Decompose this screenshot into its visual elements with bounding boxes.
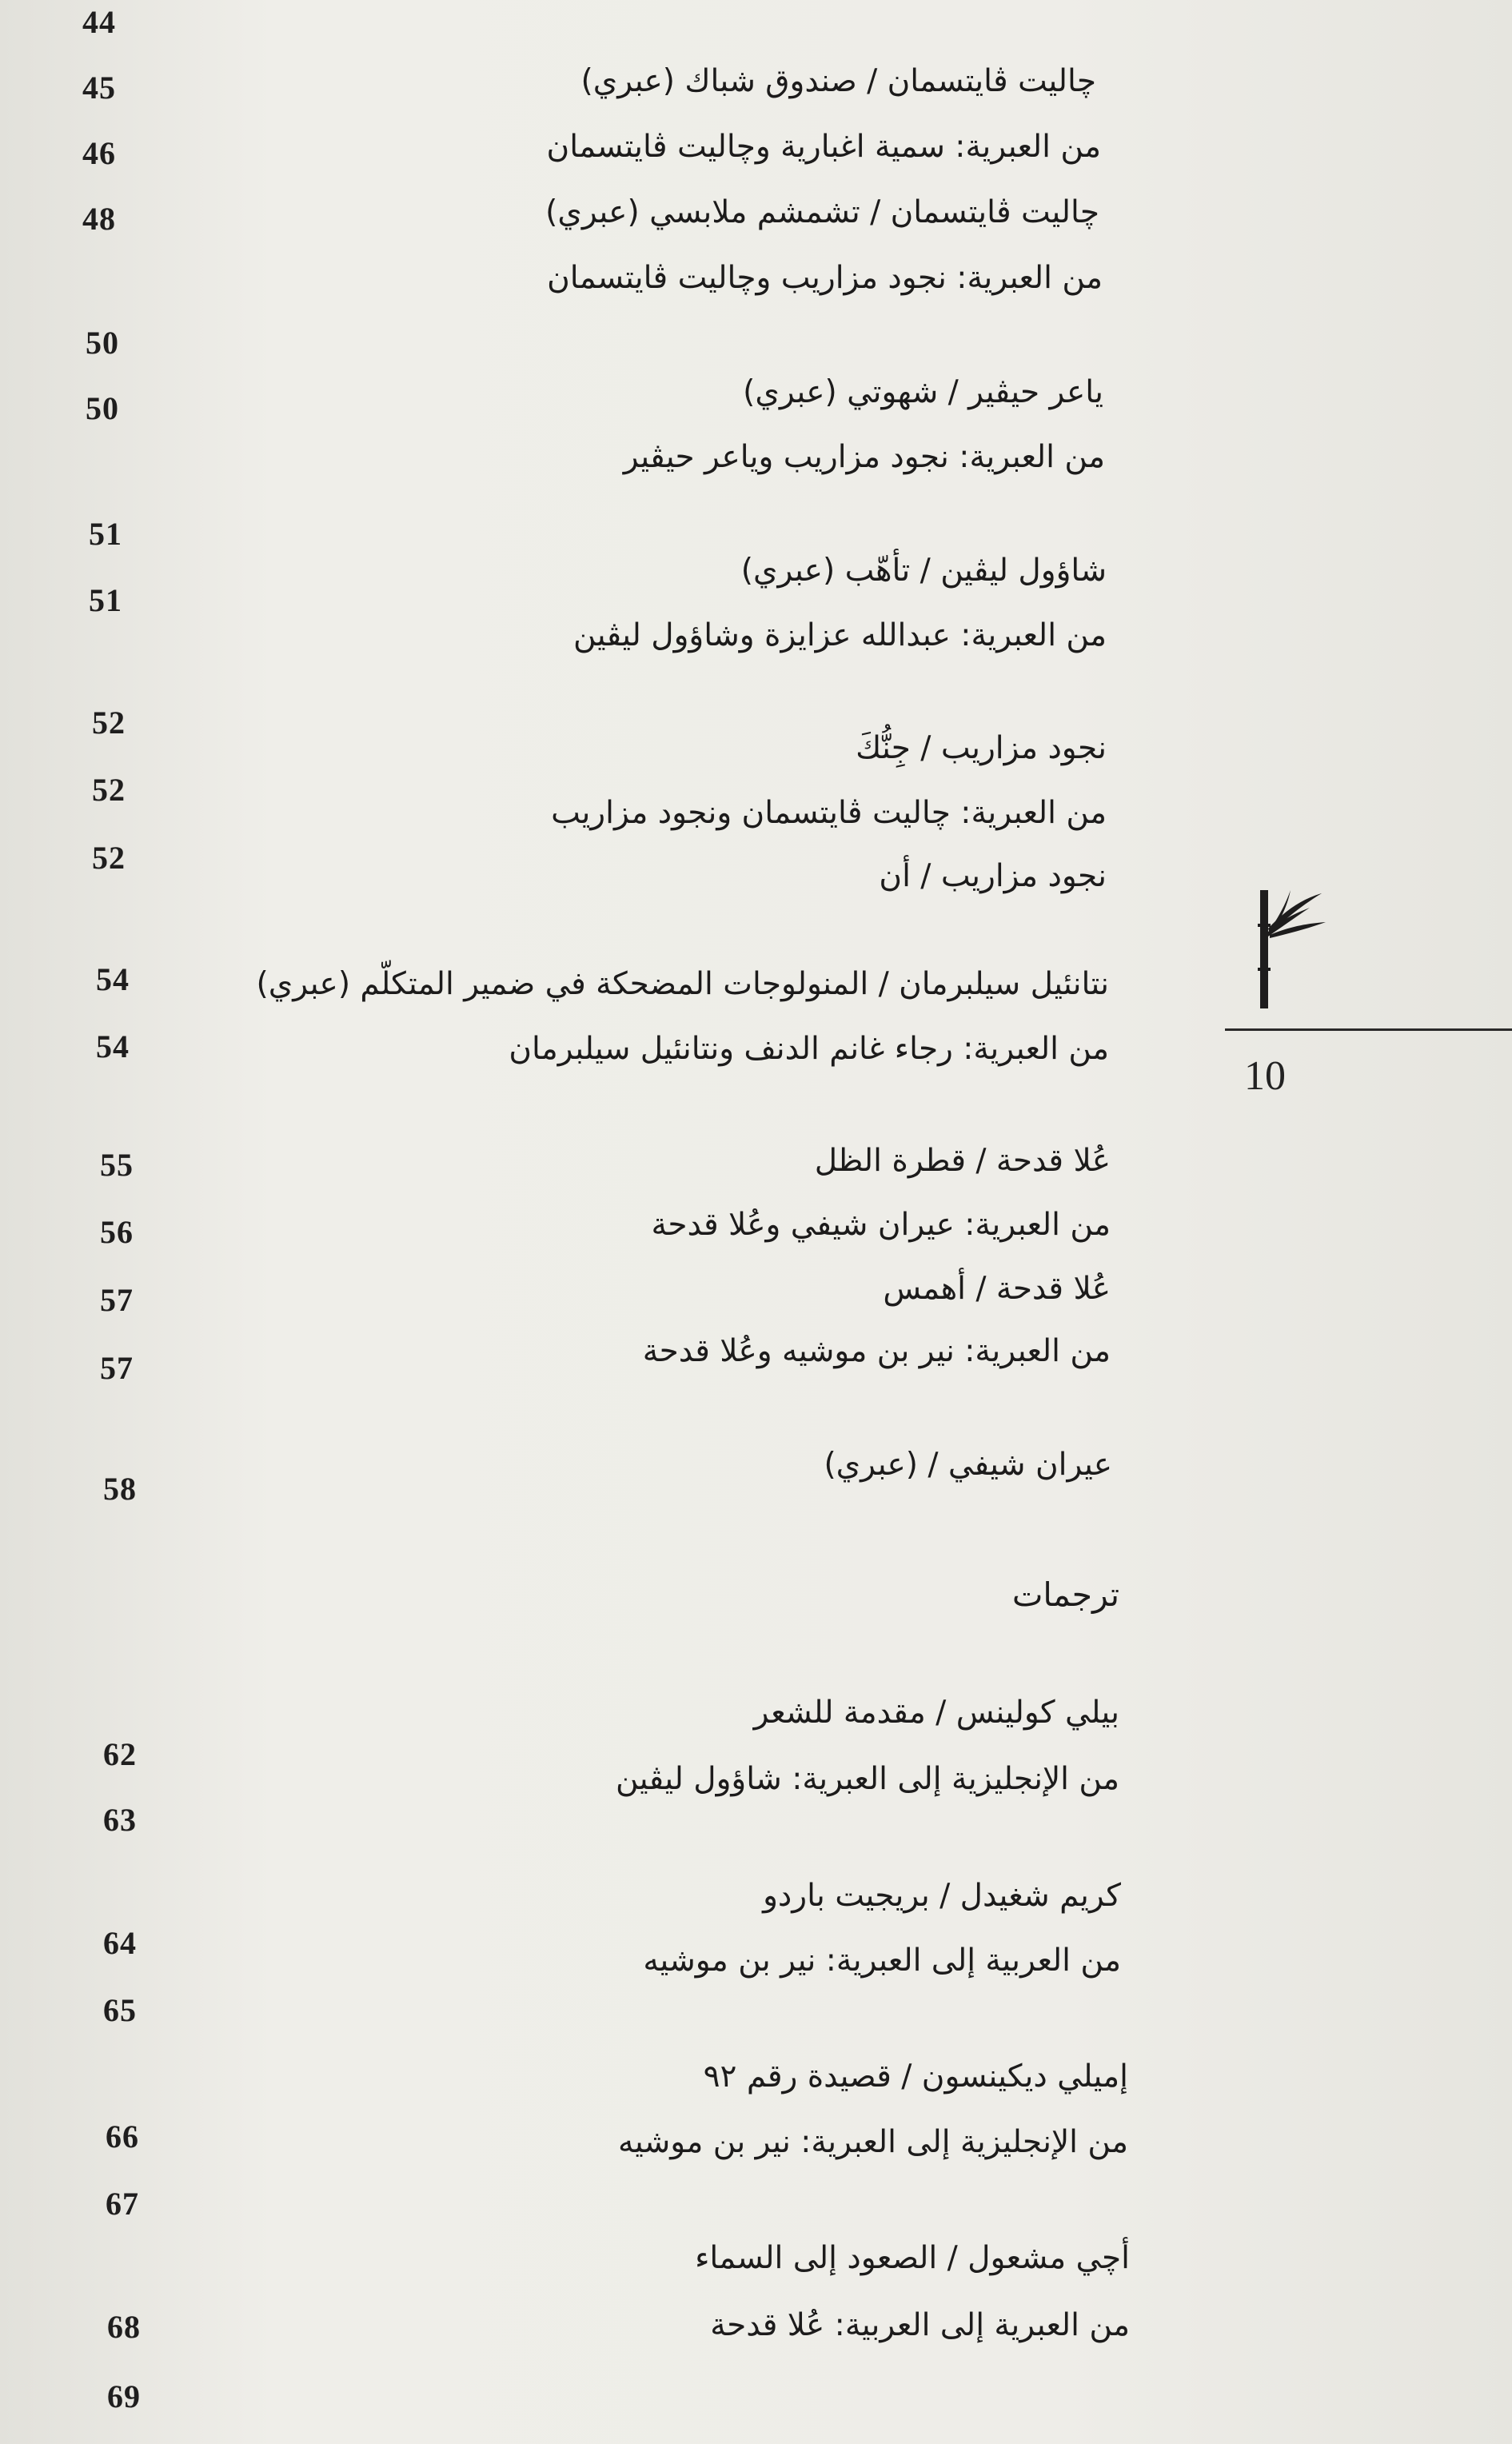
toc-entry-title: نجود مزاريب / جِنُّكَ: [856, 730, 1107, 766]
page-number: 68: [107, 2309, 141, 2345]
toc-entry-title: عُلا قدحة / قطرة الظل: [814, 1143, 1111, 1179]
toc-entry-translator: من العبرية: سمية اغبارية وچاليت ڤايتسمان: [546, 129, 1101, 165]
page-number: 51: [89, 516, 122, 552]
toc-entry-title: نتانئيل سيلبرمان / المنولوجات المضحكة في ضمير المتكلّم (عبري): [256, 966, 1109, 1002]
page-number: 69: [107, 2378, 141, 2414]
toc-entry-title: شاؤول ليڤين / تأهّب (عبري): [740, 553, 1107, 589]
toc-entry-title: بيلي كولينس / مقدمة للشعر: [753, 1695, 1119, 1731]
page-number: 50: [86, 325, 119, 361]
bamboo-icon: [1246, 884, 1334, 1012]
toc-entry-title: عُلا قدحة / أهمس: [883, 1271, 1111, 1307]
toc-entry-translator: من العبرية: عيران شيفي وعُلا قدحة: [651, 1207, 1111, 1243]
page-number: 44: [82, 4, 116, 40]
page-number: 51: [89, 582, 122, 618]
page-number: 52: [92, 772, 126, 808]
section-heading: ترجمات: [1011, 1575, 1119, 1614]
toc-entry-title: نجود مزاريب / أن: [879, 858, 1107, 894]
page-number: 50: [86, 390, 119, 426]
page-number: 65: [103, 1992, 137, 2028]
toc-entry-translator: من الإنجليزية إلى العبرية: شاؤول ليڤين: [616, 1761, 1119, 1797]
page-number: 67: [106, 2186, 139, 2222]
page-number: 57: [100, 1282, 134, 1318]
toc-entry-translator: من العبرية: نجود مزاريب وچاليت ڤايتسمان: [547, 260, 1103, 296]
toc-entry-translator: من العبرية إلى العربية: عُلا قدحة: [710, 2307, 1130, 2343]
toc-entry-translator: من العبرية: نير بن موشيه وعُلا قدحة: [642, 1333, 1111, 1369]
page-number: 45: [82, 70, 116, 106]
page-number: 63: [103, 1802, 137, 1838]
toc-entry-title: إميلي ديكينسون / قصيدة رقم ٩٢: [703, 2059, 1128, 2095]
page-number: 62: [103, 1736, 137, 1772]
folio-divider: [1225, 1028, 1512, 1031]
toc-entry-title: چاليت ڤايتسمان / تشمشم ملابسي (عبري): [545, 194, 1099, 230]
toc-entry-title: عيران شيفي / (عبري): [824, 1447, 1112, 1483]
page-number: 46: [82, 135, 116, 171]
toc-entry-translator: من العبرية: رجاء غانم الدنف ونتانئيل سيلبرمان: [509, 1031, 1109, 1067]
toc-entry-translator: من العبرية: عبدالله عزايزة وشاؤول ليڤين: [573, 617, 1107, 653]
page-number: 48: [82, 201, 116, 237]
page-number: 54: [96, 1028, 130, 1064]
page-folio: 10: [1244, 1053, 1286, 1099]
toc-entry-translator: من العبرية: چاليت ڤايتسمان ونجود مزاريب: [551, 795, 1107, 831]
page-number: 56: [100, 1214, 134, 1250]
toc-entry-translator: من الإنجليزية إلى العبرية: نير بن موشيه: [617, 2124, 1128, 2160]
page-number: 55: [100, 1147, 134, 1183]
page-number: 58: [103, 1471, 137, 1507]
toc-entry-title: أچي مشعول / الصعود إلى السماء: [695, 2240, 1130, 2276]
page-number: 54: [96, 961, 130, 997]
toc-entry-title: كريم شغيدل / بريجيت باردو: [763, 1878, 1121, 1914]
page-number: 52: [92, 840, 126, 876]
toc-entry-title: چاليت ڤايتسمان / صندوق شباك (عبري): [580, 63, 1096, 99]
page-number: 66: [106, 2119, 139, 2154]
toc-entry-translator: من العربية إلى العبرية: نير بن موشيه: [643, 1943, 1121, 1979]
toc-entry-title: ياعر حيڤير / شهوتي (عبري): [743, 374, 1103, 410]
page-number: 52: [92, 705, 126, 741]
page-number: 57: [100, 1350, 134, 1386]
page-number: 64: [103, 1925, 137, 1961]
toc-entry-translator: من العبرية: نجود مزاريب وياعر حيڤير: [623, 439, 1105, 475]
